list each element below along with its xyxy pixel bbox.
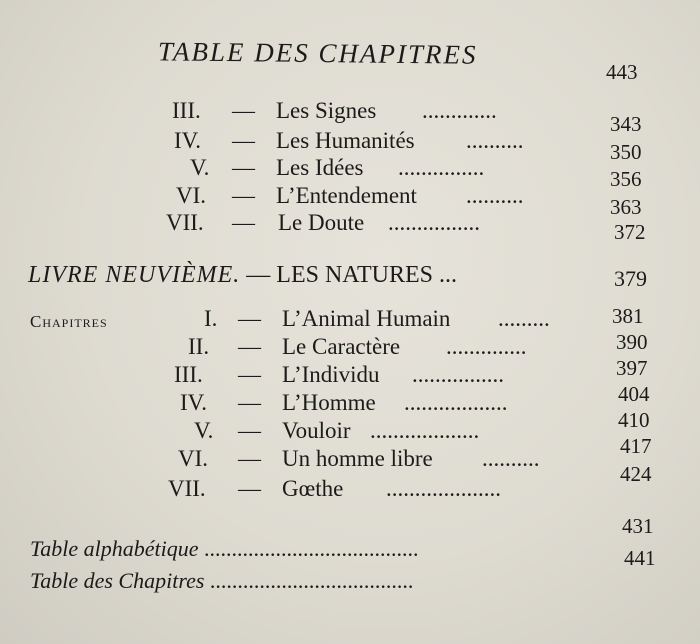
chapter-page: 350 <box>610 140 642 164</box>
chapter-page: 372 <box>614 220 646 244</box>
toc-row <box>0 210 700 244</box>
page-title: TABLE DES CHAPITRES <box>157 36 478 70</box>
chapter-title: L’Homme <box>282 390 376 415</box>
chapter-dash: — <box>232 210 255 235</box>
leader-dots: .................. <box>404 390 508 415</box>
back-matter-row <box>30 536 418 562</box>
chapter-title: Le Caractère <box>282 334 401 359</box>
toc-row <box>0 330 700 364</box>
chapter-numeral: III. <box>174 362 203 387</box>
chapter-page: 343 <box>610 112 642 136</box>
leader-dots: ......... <box>498 306 550 331</box>
chapter-dash: — <box>232 98 255 123</box>
toc-row <box>0 128 700 164</box>
toc-row <box>0 356 700 392</box>
book-label: LIVRE NEUVIÈME. <box>28 262 241 288</box>
entry-title: Table alphabétique <box>30 536 199 561</box>
leader-dots: .................... <box>386 476 501 501</box>
chapter-numeral: IV. <box>174 128 202 153</box>
entry-page: 431 <box>622 514 654 538</box>
chapter-dash: — <box>232 183 255 208</box>
leader-dots: ............... <box>398 155 485 180</box>
chapter-numeral: IV. <box>180 390 208 415</box>
chapter-dash: — <box>238 306 261 331</box>
chapter-title: Les Humanités <box>276 128 415 153</box>
chapter-dash: — <box>238 362 261 387</box>
chapter-title: L’Entendement <box>276 183 417 208</box>
leader-dots: .......... <box>482 446 540 471</box>
page-number: 443 <box>606 60 638 84</box>
chapter-page: 363 <box>610 195 642 219</box>
chapter-dash: — <box>238 476 261 501</box>
chapter-page: 424 <box>620 462 652 486</box>
leader-dots: ..................................... <box>209 568 414 593</box>
toc-row <box>0 183 700 219</box>
chapter-numeral: VII. <box>166 210 204 235</box>
leader-dots: ................ <box>412 362 504 387</box>
entry-page: 441 <box>624 546 656 570</box>
chapter-title: Un homme libre <box>282 446 433 471</box>
leader-dots: .............. <box>446 334 527 359</box>
toc-row <box>0 462 700 506</box>
chapter-dash: — <box>232 155 255 180</box>
chapter-page: 404 <box>618 382 650 406</box>
chapter-dash: — <box>238 390 261 415</box>
chapter-title: Les Signes <box>276 98 377 123</box>
entry-title: Table des Chapitres <box>30 568 205 593</box>
chapter-title: L’Animal Humain <box>282 306 451 331</box>
chapter-title: Vouloir <box>282 418 351 443</box>
chapter-title: L’Individu <box>282 362 380 387</box>
leader-dots: .......... <box>466 128 524 153</box>
toc-row <box>0 98 700 136</box>
chapter-numeral: VI. <box>178 446 209 471</box>
back-matter-row <box>30 568 413 594</box>
chapter-numeral: II. <box>188 334 210 359</box>
chapter-page: 390 <box>616 330 648 354</box>
leader-dots: .......... <box>466 183 524 208</box>
chapter-page: 356 <box>610 167 642 191</box>
chapter-numeral: III. <box>172 98 201 123</box>
toc-row <box>0 434 700 476</box>
chapter-numeral: V. <box>190 155 210 180</box>
chapter-numeral: I. <box>204 306 218 331</box>
book-title: — LES NATURES ... <box>246 262 457 288</box>
chapter-dash: — <box>232 128 255 153</box>
chapter-page: 397 <box>616 356 648 380</box>
book-page: 379 <box>614 266 647 291</box>
leader-dots: ................ <box>388 210 480 235</box>
chapter-dash: — <box>238 418 261 443</box>
book-heading <box>28 262 457 289</box>
toc-row <box>0 155 700 191</box>
toc-row <box>0 408 700 448</box>
chapter-page: 410 <box>618 408 650 432</box>
leader-dots: ................... <box>370 418 480 443</box>
toc-row <box>0 306 700 336</box>
toc-row <box>0 382 700 420</box>
chapter-numeral: V. <box>194 418 214 443</box>
chapter-title: Le Doute <box>278 210 365 235</box>
chapter-page: 381 <box>612 304 644 328</box>
chapter-numeral: VI. <box>176 183 207 208</box>
chapter-dash: — <box>238 446 261 471</box>
chapters-label: Chapitres <box>30 312 108 331</box>
leader-dots: ....................................... <box>203 536 419 561</box>
chapter-numeral: VII. <box>168 476 206 501</box>
chapter-title: Gœthe <box>282 476 344 501</box>
chapter-title: Les Idées <box>276 155 364 180</box>
chapter-page: 417 <box>620 434 652 458</box>
leader-dots: ............. <box>422 98 497 123</box>
chapter-dash: — <box>238 334 261 359</box>
